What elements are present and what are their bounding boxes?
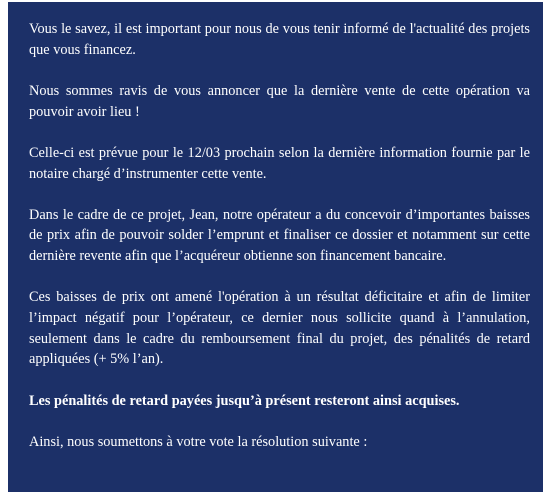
paragraph-resolution-intro: Ainsi, nous soumettons à votre vote la résolution suivante : [29, 433, 368, 450]
paragraph-penalties-acquired: Les pénalités de retard payées jusqu’à présent resteront ainsi acquises. [29, 392, 460, 409]
paragraph-penalties-request: Ces baisses de prix ont amené l'opération à un résultat déficitaire et afin de limiter l’impact négatif pour l’opérateur, ce dernier nous sollicite quand à l’annulation, seulement dans le cadre du remboursement final du projet, des pénalités de retard appliquées (+ 5% l’an). [29, 289, 530, 368]
message-panel [8, 2, 543, 492]
paragraph-price-reductions: Dans le cadre de ce projet, Jean, notre opérateur a du concevoir d’importantes baisses de prix afin de pouvoir solder l’emprunt et finaliser ce dossier et notamment sur cette dernière revente afin que l’acquéreur obtienne son financement bancaire. [29, 206, 530, 265]
paragraph-intro: Vous le savez, il est important pour nous de vous tenir informé de l'actualité des projets que vous financez. [29, 21, 530, 58]
paragraph-sale-date: Celle-ci est prévue pour le 12/03 prochain selon la dernière information fournie par le notaire chargé d’instrumenter cette vente. [29, 144, 530, 182]
paragraph-announcement: Nous sommes ravis de vous annoncer que la dernière vente de cette opération va pouvoir avoir lieu ! [29, 82, 530, 120]
